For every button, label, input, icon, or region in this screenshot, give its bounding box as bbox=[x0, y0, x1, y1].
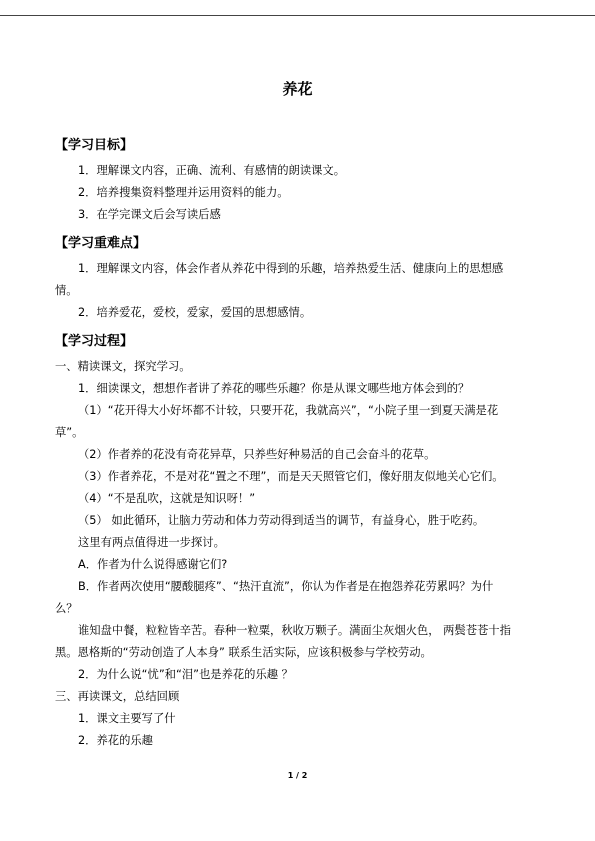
page-number: 1 / 2 bbox=[287, 771, 308, 780]
process-line: （2）作者养的花没有奇花异草，只养些好种易活的自己会奋斗的花草。 bbox=[78, 448, 436, 461]
header-rule bbox=[0, 15, 595, 16]
process-line: 1．课文主要写了什 bbox=[78, 712, 176, 725]
process-line: （5） 如此循环，让脑力劳动和体力劳动得到适当的调节，有益身心，胜于吃药。 bbox=[78, 514, 485, 527]
section-heading-process: 【学习过程】 bbox=[55, 334, 134, 349]
process-line: （3）作者养花，不是对花“置之不理”，而是天天照管它们，像好朋友似地关心它们。 bbox=[78, 470, 504, 483]
process-line: 黑。恩格斯的“劳动创造了人本身” 联系生活实际，应该积极参与学校劳动。 bbox=[55, 646, 432, 659]
process-line: （1）“花开得大小好坏都不计较，只要开花，我就高兴”，“小院子里一到夏天满是花 bbox=[78, 404, 499, 417]
process-line: 2．养花的乐趣 bbox=[78, 734, 153, 747]
process-line: 草”。 bbox=[55, 426, 84, 439]
section-heading-goals: 【学习目标】 bbox=[55, 138, 134, 153]
process-line: 谁知盘中餐，粒粒皆辛苦。春种一粒粟，秋收万颗子。满面尘灰烟火色， 两鬓苍苍十指 bbox=[78, 624, 511, 637]
goal-item: 3．在学完课文后会写读后感 bbox=[78, 208, 221, 221]
key-point-line: 情。 bbox=[55, 284, 78, 297]
goal-item: 1．理解课文内容，正确、流利、有感情的朗读课文。 bbox=[78, 164, 346, 177]
process-line: A．作者为什么说得感谢它们? bbox=[78, 558, 228, 571]
process-line: B．作者两次使用“腰酸腿疼”、“热汗直流”，你认为作者是在抱怨养花劳累吗？为什 bbox=[78, 580, 494, 593]
goal-item: 2．培养搜集资料整理并运用资料的能力。 bbox=[78, 186, 289, 199]
document-title: 养花 bbox=[282, 80, 313, 98]
process-line: 三、再读课文，总结回顾 bbox=[55, 690, 180, 703]
process-line: 么？ bbox=[55, 602, 78, 615]
process-line: 2．为什么说“忧”和“泪”也是养花的乐趣 ？ bbox=[78, 668, 293, 681]
process-line: 一、精读课文，探究学习。 bbox=[55, 360, 191, 373]
process-line: （4）“不是乱吹，这就是知识呀！” bbox=[78, 492, 256, 505]
process-line: 1．细读课文，想想作者讲了养花的哪些乐趣？你是从课文哪些地方体会到的？ bbox=[78, 382, 470, 395]
section-heading-key-points: 【学习重难点】 bbox=[55, 236, 147, 251]
key-point-line: 2．培养爱花，爱校，爱家，爱国的思想感情。 bbox=[78, 306, 312, 319]
key-point-line: 1．理解课文内容，体会作者从养花中得到的乐趣，培养热爱生活、健康向上的思想感 bbox=[78, 262, 504, 275]
process-line: 这里有两点值得进一步探讨。 bbox=[78, 536, 225, 549]
